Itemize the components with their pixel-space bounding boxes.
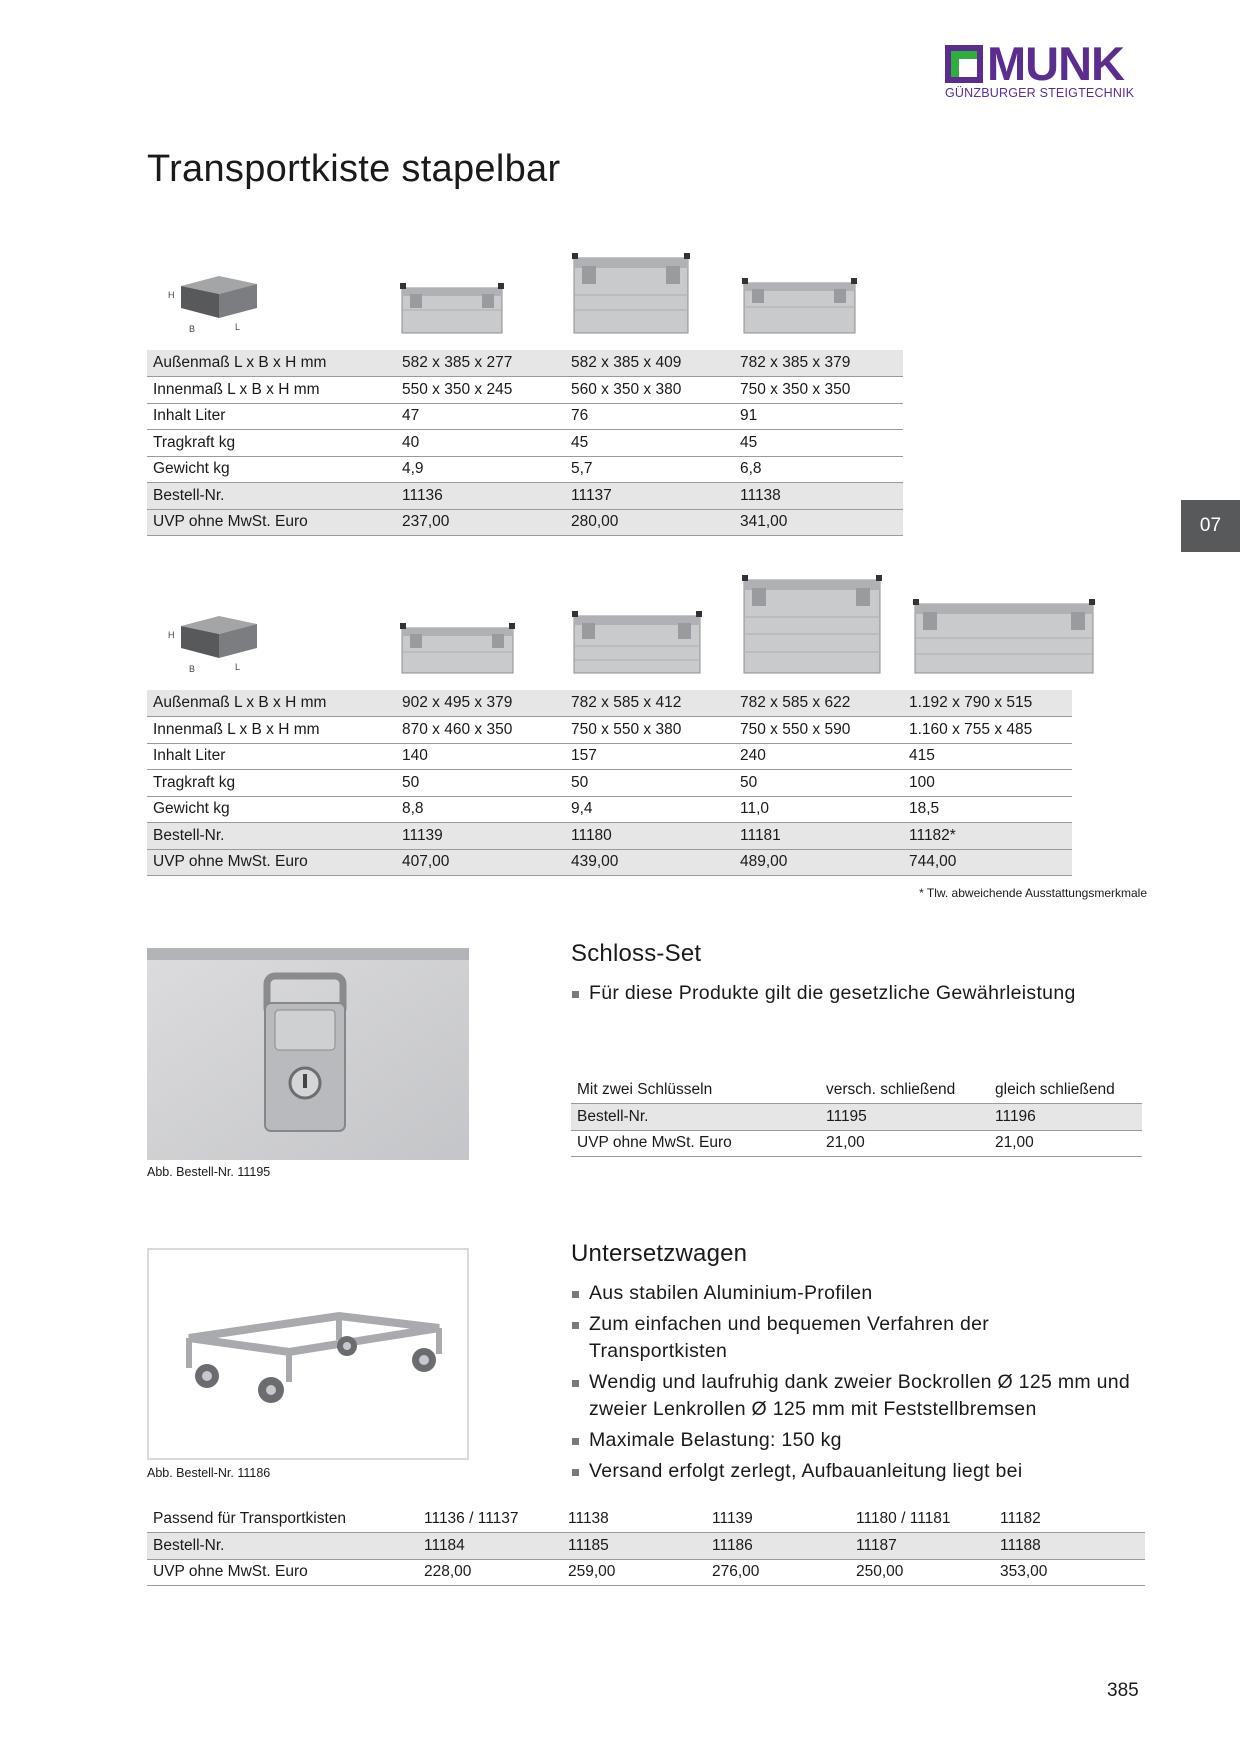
table-cell: 11186 — [706, 1533, 850, 1560]
row-label: Innenmaß L x B x H mm — [147, 717, 396, 744]
dolly-photo-frame — [147, 1248, 469, 1460]
table-row — [147, 1506, 1145, 1533]
product-image-box-11182 — [913, 596, 1095, 675]
page-title: Transportkiste stapelbar — [147, 148, 561, 190]
table-cell: 91 — [734, 403, 903, 430]
brand-name: MUNK — [987, 37, 1124, 90]
lock-set-caption: Abb. Bestell-Nr. 11195 — [147, 1165, 271, 1179]
row-label: Innenmaß L x B x H mm — [147, 377, 396, 404]
table-cell: 870 x 460 x 350 — [396, 717, 565, 744]
table-row — [147, 849, 1072, 876]
table-cell: 11181 — [734, 823, 903, 850]
row-label: Tragkraft kg — [147, 430, 396, 457]
table-row — [147, 483, 903, 510]
table-row — [571, 1130, 1142, 1157]
table-cell: 11184 — [418, 1533, 562, 1560]
row-label: Gewicht kg — [147, 456, 396, 483]
spec-table-2 — [147, 690, 1072, 876]
table-cell: 250,00 — [850, 1559, 994, 1586]
table-cell: 407,00 — [396, 849, 565, 876]
table-row — [147, 743, 1072, 770]
dolly-heading: Untersetzwagen — [571, 1240, 748, 1267]
product-image-box-11136 — [400, 280, 505, 335]
diagram-l-label: L — [235, 322, 241, 332]
row-label: Passend für Transportkisten — [147, 1506, 418, 1533]
bullet-item: Zum einfachen und bequemen Verfahren der Transportkisten — [571, 1311, 1131, 1365]
table-row — [147, 456, 903, 483]
product-image-box-11138 — [742, 275, 857, 335]
brand-tagline: GÜNZBURGER STEIGTECHNIK — [945, 86, 1135, 100]
table-cell: 47 — [396, 403, 565, 430]
table-row — [147, 796, 1072, 823]
table-cell: 50 — [734, 770, 903, 797]
table-cell: 11,0 — [734, 796, 903, 823]
table-cell: 5,7 — [565, 456, 734, 483]
table-cell: 11185 — [562, 1533, 706, 1560]
table-row — [147, 717, 1072, 744]
dolly-photo — [149, 1250, 467, 1458]
table-cell: 4,9 — [396, 456, 565, 483]
table-row — [147, 403, 903, 430]
table-cell: 157 — [565, 743, 734, 770]
table-cell: 744,00 — [903, 849, 1072, 876]
bullet-item: Maximale Belastung: 150 kg — [571, 1427, 1131, 1454]
table-cell: 489,00 — [734, 849, 903, 876]
table-cell: 18,5 — [903, 796, 1072, 823]
row-label: Tragkraft kg — [147, 770, 396, 797]
row-label: UVP ohne MwSt. Euro — [147, 849, 396, 876]
row-label: Bestell-Nr. — [147, 823, 396, 850]
table-cell: 11139 — [396, 823, 565, 850]
munk-logo — [945, 37, 1150, 100]
table-cell: 439,00 — [565, 849, 734, 876]
table-row — [147, 690, 1072, 717]
row-label: Außenmaß L x B x H mm — [147, 690, 396, 717]
table-cell: 782 x 585 x 622 — [734, 690, 903, 717]
table-cell: 582 x 385 x 409 — [565, 350, 734, 377]
table-cell: 240 — [734, 743, 903, 770]
table-cell: 276,00 — [706, 1559, 850, 1586]
product-image-box-11139 — [400, 620, 515, 675]
lock-set-bullets — [571, 980, 1076, 1011]
table-cell: 750 x 550 x 380 — [565, 717, 734, 744]
table-cell: 11182 — [994, 1506, 1145, 1533]
row-label: Bestell-Nr. — [571, 1104, 820, 1131]
diagram-l-label: L — [235, 662, 241, 672]
table-cell: 11187 — [850, 1533, 994, 1560]
footnote: * Tlw. abweichende Ausstattungsmerkmale — [919, 886, 1147, 900]
table-cell: 228,00 — [418, 1559, 562, 1586]
table-cell: 11195 — [820, 1104, 989, 1131]
dolly-caption: Abb. Bestell-Nr. 11186 — [147, 1466, 271, 1480]
table-cell: 782 x 585 x 412 — [565, 690, 734, 717]
bullet-item: Aus stabilen Aluminium-Profilen — [571, 1280, 1131, 1307]
table-cell: 21,00 — [989, 1130, 1142, 1157]
table-cell: gleich schließend — [989, 1077, 1142, 1104]
row-label: Außenmaß L x B x H mm — [147, 350, 396, 377]
table-cell: 11136 / 11137 — [418, 1506, 562, 1533]
bullet-item: Wendig und laufruhig dank zweier Bockrollen Ø 125 mm und zweier Lenkrollen Ø 125 mm mit Feststellbremsen — [571, 1369, 1131, 1423]
row-label: UVP ohne MwSt. Euro — [147, 509, 396, 536]
table-cell: 560 x 350 x 380 — [565, 377, 734, 404]
diagram-b-label: B — [189, 324, 196, 334]
dolly-bullets — [571, 1280, 1131, 1489]
table-cell: 237,00 — [396, 509, 565, 536]
table-cell: 1.192 x 790 x 515 — [903, 690, 1072, 717]
row-label: Inhalt Liter — [147, 403, 396, 430]
dolly-table — [147, 1506, 1145, 1586]
row-label: Bestell-Nr. — [147, 1533, 418, 1560]
bullet-item: Für diese Produkte gilt die gesetzliche Gewährleistung — [571, 980, 1076, 1007]
table-cell: 45 — [734, 430, 903, 457]
table-cell: 259,00 — [562, 1559, 706, 1586]
product-image-box-11137 — [572, 250, 690, 335]
table-row — [571, 1077, 1142, 1104]
table-cell: 1.160 x 755 x 485 — [903, 717, 1072, 744]
table-cell: 45 — [565, 430, 734, 457]
row-label: Mit zwei Schlüsseln — [571, 1077, 820, 1104]
page-number: 385 — [1107, 1680, 1139, 1701]
product-image-box-11181 — [742, 572, 882, 675]
table-cell: 750 x 350 x 350 — [734, 377, 903, 404]
row-label: Inhalt Liter — [147, 743, 396, 770]
table-cell: 11182* — [903, 823, 1072, 850]
row-label: Gewicht kg — [147, 796, 396, 823]
lock-set-photo — [147, 948, 469, 1160]
table-cell: 100 — [903, 770, 1072, 797]
table-cell: 550 x 350 x 245 — [396, 377, 565, 404]
bullet-item: Versand erfolgt zerlegt, Aufbauanleitung liegt bei — [571, 1458, 1131, 1485]
section-tab[interactable]: 07 — [1181, 500, 1240, 552]
table-cell: 11180 / 11181 — [850, 1506, 994, 1533]
munk-logo-icon — [945, 45, 983, 83]
table-cell: 11180 — [565, 823, 734, 850]
table-cell: 40 — [396, 430, 565, 457]
table-cell: 11196 — [989, 1104, 1142, 1131]
table-cell: versch. schließend — [820, 1077, 989, 1104]
dimension-diagram — [165, 268, 265, 338]
table-cell: 782 x 385 x 379 — [734, 350, 903, 377]
table-cell: 50 — [565, 770, 734, 797]
table-cell: 8,8 — [396, 796, 565, 823]
table-cell: 11139 — [706, 1506, 850, 1533]
table-cell: 902 x 495 x 379 — [396, 690, 565, 717]
table-cell: 50 — [396, 770, 565, 797]
table-cell: 11188 — [994, 1533, 1145, 1560]
dimension-diagram — [165, 608, 265, 678]
table-cell: 11138 — [734, 483, 903, 510]
lock-set-heading: Schloss-Set — [571, 940, 702, 967]
table-cell: 11138 — [562, 1506, 706, 1533]
table-row — [147, 350, 903, 377]
row-label: Bestell-Nr. — [147, 483, 396, 510]
table-row — [571, 1104, 1142, 1131]
diagram-b-label: B — [189, 664, 196, 674]
table-cell: 341,00 — [734, 509, 903, 536]
table-row — [147, 430, 903, 457]
table-cell: 76 — [565, 403, 734, 430]
table-cell: 582 x 385 x 277 — [396, 350, 565, 377]
table-cell: 6,8 — [734, 456, 903, 483]
spec-table-1 — [147, 350, 903, 536]
table-row — [147, 823, 1072, 850]
diagram-h-label: H — [168, 630, 175, 640]
table-cell: 415 — [903, 743, 1072, 770]
table-row — [147, 1533, 1145, 1560]
diagram-h-label: H — [168, 290, 175, 300]
table-row — [147, 509, 903, 536]
row-label: UVP ohne MwSt. Euro — [147, 1559, 418, 1586]
table-row — [147, 1559, 1145, 1586]
product-image-box-11180 — [572, 608, 702, 675]
table-cell: 280,00 — [565, 509, 734, 536]
table-cell: 11136 — [396, 483, 565, 510]
table-cell: 21,00 — [820, 1130, 989, 1157]
table-cell: 353,00 — [994, 1559, 1145, 1586]
table-cell: 11137 — [565, 483, 734, 510]
table-row — [147, 770, 1072, 797]
table-cell: 750 x 550 x 590 — [734, 717, 903, 744]
table-row — [147, 377, 903, 404]
table-cell: 140 — [396, 743, 565, 770]
lock-set-table — [571, 1077, 1142, 1157]
table-cell: 9,4 — [565, 796, 734, 823]
row-label: UVP ohne MwSt. Euro — [571, 1130, 820, 1157]
